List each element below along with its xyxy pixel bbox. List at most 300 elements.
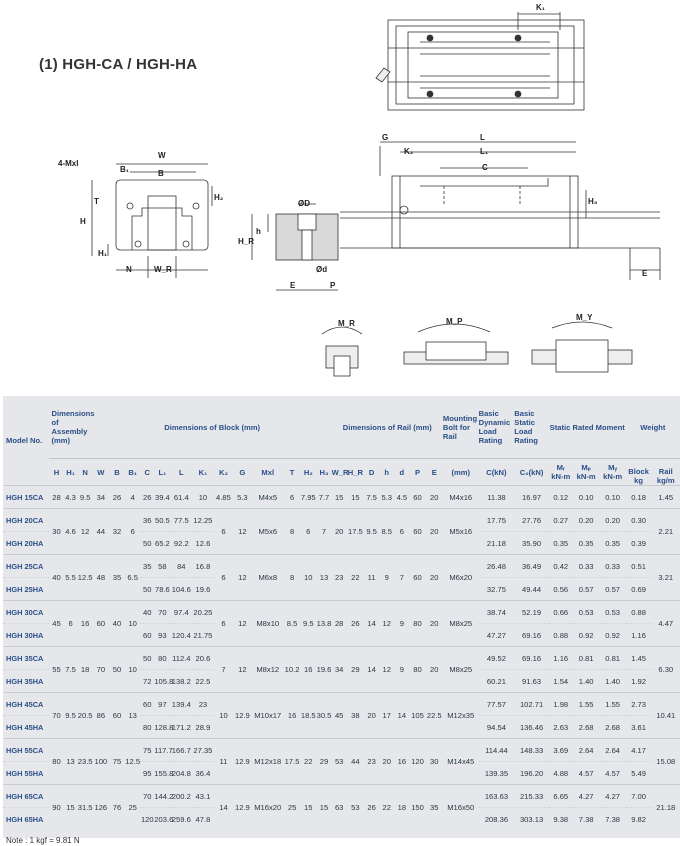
cell-k1: 27.35 <box>192 739 214 762</box>
cell-my: 0.92 <box>600 624 626 647</box>
table-row <box>3 647 680 670</box>
cell-c: 26 <box>140 486 154 509</box>
cell-l: 166.7 <box>171 739 193 762</box>
cell-l: 97.4 <box>171 601 193 624</box>
cell-h1: 5.5 <box>64 555 78 601</box>
cell-my: 0.57 <box>600 578 626 601</box>
cell-mp: 2.68 <box>573 716 600 739</box>
sub-bolt: (mm) <box>443 459 479 486</box>
cell-my: 0.35 <box>600 532 626 555</box>
cell-h3: 15 <box>316 785 331 831</box>
cell-dyn: 114.44 <box>479 739 515 762</box>
cell-dyn: 94.54 <box>479 716 515 739</box>
cell-mp: 0.33 <box>573 555 600 578</box>
cell-l: 112.4 <box>171 647 193 670</box>
cell-k2: 6 <box>214 601 233 647</box>
cell-l: 120.4 <box>171 624 193 647</box>
cell-kg: 0.69 <box>626 578 652 601</box>
cell-h3: 13.8 <box>316 601 331 647</box>
label-mxl: 4-Mxl <box>58 159 79 168</box>
cell-kg: 7.00 <box>626 785 652 808</box>
sub-l1: L₁ <box>154 459 170 486</box>
cell-h3: 19.6 <box>316 647 331 693</box>
cell-rail-weight: 6.30 <box>652 647 680 693</box>
cell-e: 20 <box>426 486 443 509</box>
cell-k2: 6 <box>214 555 233 601</box>
cell-n: 12 <box>78 509 93 555</box>
cell-h: 90 <box>49 785 63 831</box>
cell-rail-weight: 3.21 <box>652 555 680 601</box>
cell-t: 8 <box>284 509 300 555</box>
cell-k1: 12.25 <box>192 509 214 532</box>
cell-b1: 12.5 <box>125 739 140 785</box>
cell-w: 100 <box>93 739 109 785</box>
table-row <box>3 785 680 808</box>
cell-stat: 196.20 <box>514 762 549 785</box>
cell-stat: 102.71 <box>514 693 549 716</box>
cell-d: 14 <box>364 601 379 647</box>
cell-mxl: M4x5 <box>252 486 284 509</box>
cell-l1: 80 <box>154 647 170 670</box>
cell-l1: 50.5 <box>154 509 170 532</box>
header-static: Basic Static Load Rating <box>514 409 538 445</box>
cell-n: 9.5 <box>78 486 93 509</box>
cell-c: 35 <box>140 555 154 578</box>
cell-mp: 7.38 <box>573 808 600 831</box>
cell-kg: 5.49 <box>626 762 652 785</box>
cell-h1: 13 <box>64 739 78 785</box>
cell-l: 259.6 <box>171 808 193 831</box>
cell-wr: 20 <box>332 509 347 555</box>
cell-l1: 203.6 <box>154 808 170 831</box>
model-cell: HGH 20HA <box>3 532 49 555</box>
cell-mxl: M8x10 <box>252 601 284 647</box>
cell-p: 60 <box>409 555 425 601</box>
model-cell: HGH 45CA <box>3 693 49 716</box>
cell-kg: 3.61 <box>626 716 652 739</box>
cell-stat: 91.63 <box>514 670 549 693</box>
cell-b: 26 <box>109 486 125 509</box>
cell-k1: 19.6 <box>192 578 214 601</box>
cell-dyn: 77.57 <box>479 693 515 716</box>
model-cell: HGH 35HA <box>3 670 49 693</box>
cell-dyn: 21.18 <box>479 532 515 555</box>
top-view-drawing <box>376 12 584 110</box>
sub-dd: d <box>394 459 409 486</box>
cell-kg: 9.82 <box>626 808 652 831</box>
label-g: G <box>382 133 389 142</box>
label-wr: W_R <box>154 265 172 274</box>
cell-stat: 69.16 <box>514 624 549 647</box>
cell-h3: 7.7 <box>316 486 331 509</box>
cell-w: 44 <box>93 509 109 555</box>
sub-kg <box>626 459 652 486</box>
cell-dyn: 32.75 <box>479 578 515 601</box>
cell-k1: 43.1 <box>192 785 214 808</box>
header-block: Dimensions of Block (mm) <box>164 422 261 432</box>
cell-n: 18 <box>78 647 93 693</box>
cell-w: 34 <box>93 486 109 509</box>
cell-c: 36 <box>140 509 154 532</box>
cell-rail-weight: 21.18 <box>652 785 680 831</box>
cell-dd: 7 <box>394 555 409 601</box>
cell-dd: 18 <box>394 785 409 831</box>
sub-mxl: Mxl <box>252 459 284 486</box>
cell-mp: 4.57 <box>573 762 600 785</box>
cell-w: 126 <box>93 785 109 831</box>
cell-my: 0.33 <box>600 555 626 578</box>
cell-mr: 0.27 <box>549 509 573 532</box>
cell-kg: 1.92 <box>626 670 652 693</box>
cell-mr: 6.65 <box>549 785 573 808</box>
cell-l: 84 <box>171 555 193 578</box>
cell-wr: 23 <box>332 555 347 601</box>
label-w: W <box>158 151 166 160</box>
sub-mr-unit: kN-m <box>551 472 571 481</box>
cell-b: 60 <box>109 693 125 739</box>
table-row <box>3 486 680 509</box>
sub-n: N <box>78 459 93 486</box>
cell-k2: 11 <box>214 739 233 785</box>
cell-h: 30 <box>49 509 63 555</box>
spec-table <box>3 396 680 830</box>
sub-kgm-unit: kg/m <box>656 476 675 485</box>
cell-stat: 36.49 <box>514 555 549 578</box>
sub-my-unit: kN-m <box>603 472 623 481</box>
header-dynamic: Basic Dynamic Load Rating <box>478 409 511 445</box>
cell-e: 35 <box>426 785 443 831</box>
cell-my: 7.38 <box>600 808 626 831</box>
cell-t: 10.2 <box>284 647 300 693</box>
table-row <box>3 555 680 578</box>
cell-my: 2.64 <box>600 739 626 762</box>
sub-my-symbol: Mᵧ <box>608 463 618 472</box>
cell-n: 12.5 <box>78 555 93 601</box>
cell-kg: 0.51 <box>626 555 652 578</box>
cell-k1: 22.5 <box>192 670 214 693</box>
cell-p: 120 <box>409 739 425 785</box>
cell-kg: 0.18 <box>626 486 652 509</box>
cell-w: 60 <box>93 601 109 647</box>
cell-c: 60 <box>140 624 154 647</box>
cell-mxl: M16x20 <box>252 785 284 831</box>
cell-mr: 4.88 <box>549 762 573 785</box>
label-hr: H_R <box>238 237 255 246</box>
cell-l1: 58 <box>154 555 170 578</box>
cell-stat: 303.13 <box>514 808 549 831</box>
cell-kg: 4.17 <box>626 739 652 762</box>
cell-bolt: M14x45 <box>443 739 479 785</box>
cell-hh: 5.3 <box>379 486 394 509</box>
cell-mr: 0.66 <box>549 601 573 624</box>
cell-c: 40 <box>140 601 154 624</box>
cell-b: 76 <box>109 785 125 831</box>
header-assembly: Dimensions of Assembly (mm) <box>51 409 95 445</box>
sub-k2: K₂ <box>214 459 233 486</box>
cell-wr: 15 <box>332 486 347 509</box>
cell-wr: 34 <box>332 647 347 693</box>
cell-e: 22.5 <box>426 693 443 739</box>
sub-h3: H₃ <box>316 459 331 486</box>
cell-k1: 20.6 <box>192 647 214 670</box>
cell-kg: 0.39 <box>626 532 652 555</box>
label-e-right: E <box>642 269 648 278</box>
cell-t: 25 <box>284 785 300 831</box>
cell-l: 200.2 <box>171 785 193 808</box>
cell-hr: 22 <box>347 555 364 601</box>
cell-kg: 1.45 <box>626 647 652 670</box>
model-cell: HGH 65HA <box>3 808 49 831</box>
table-row <box>3 509 680 532</box>
cell-l1: 39.4 <box>154 486 170 509</box>
cell-mp: 0.20 <box>573 509 600 532</box>
cell-dyn: 47.27 <box>479 624 515 647</box>
cell-p: 80 <box>409 601 425 647</box>
cell-stat: 27.76 <box>514 509 549 532</box>
sub-hr: H_R <box>347 459 364 486</box>
cell-b: 35 <box>109 555 125 601</box>
spec-table-panel <box>3 396 680 838</box>
cell-bolt: M5x16 <box>443 509 479 555</box>
cell-l: 92.2 <box>171 532 193 555</box>
cell-d: 14 <box>364 647 379 693</box>
cell-bolt: M8x25 <box>443 647 479 693</box>
cell-e: 20 <box>426 601 443 647</box>
cell-h3: 13 <box>316 555 331 601</box>
cell-mp: 1.55 <box>573 693 600 716</box>
cell-mp: 1.40 <box>573 670 600 693</box>
label-h3: H₃ <box>588 197 598 206</box>
cell-k1: 12.6 <box>192 532 214 555</box>
sub-hh: h <box>379 459 394 486</box>
table-row <box>3 739 680 762</box>
cell-mxl: M10x17 <box>252 693 284 739</box>
cell-mr: 1.54 <box>549 670 573 693</box>
cell-stat: 69.16 <box>514 647 549 670</box>
label-od: ØD <box>298 199 310 208</box>
cell-dd: 4.5 <box>394 486 409 509</box>
cell-hh: 12 <box>379 647 394 693</box>
label-h2: H₂ <box>214 193 224 202</box>
label-mr: M_R <box>338 319 355 328</box>
cell-b: 50 <box>109 647 125 693</box>
cell-mr: 0.12 <box>549 486 573 509</box>
cell-kg: 2.73 <box>626 693 652 716</box>
cell-c: 120 <box>140 808 154 831</box>
sub-my <box>600 459 626 486</box>
moment-mr-icon <box>322 327 362 376</box>
cell-g: 5.3 <box>233 486 251 509</box>
sub-c: C <box>140 459 154 486</box>
sub-g: G <box>233 459 251 486</box>
cell-my: 2.68 <box>600 716 626 739</box>
model-cell: HGH 15CA <box>3 486 49 509</box>
sub-mp-symbol: Mₚ <box>581 463 591 472</box>
cell-mr: 0.35 <box>549 532 573 555</box>
cell-k2: 7 <box>214 647 233 693</box>
cell-my: 4.57 <box>600 762 626 785</box>
rail-section-drawing <box>252 204 338 290</box>
cell-h: 45 <box>49 601 63 647</box>
cell-stat: 16.97 <box>514 486 549 509</box>
cell-b1: 6 <box>125 509 140 555</box>
cell-b1: 10 <box>125 647 140 693</box>
sub-e: E <box>426 459 443 486</box>
cell-l1: 65.2 <box>154 532 170 555</box>
cell-g: 12 <box>233 601 251 647</box>
sub-h2: H₂ <box>300 459 316 486</box>
cell-k2: 4.85 <box>214 486 233 509</box>
sub-dyn: C(kN) <box>479 459 515 486</box>
cell-hr: 17.5 <box>347 509 364 555</box>
cell-mr: 3.69 <box>549 739 573 762</box>
cell-mp: 0.10 <box>573 486 600 509</box>
cell-mr: 1.98 <box>549 693 573 716</box>
cell-my: 1.55 <box>600 693 626 716</box>
cell-stat: 136.46 <box>514 716 549 739</box>
cell-my: 0.10 <box>600 486 626 509</box>
cell-g: 12.9 <box>233 785 251 831</box>
sub-b: B <box>109 459 125 486</box>
cell-stat: 215.33 <box>514 785 549 808</box>
cell-w: 70 <box>93 647 109 693</box>
label-mp: M_P <box>446 317 463 326</box>
cell-rail-weight: 10.41 <box>652 693 680 739</box>
cell-l: 171.2 <box>171 716 193 739</box>
cell-g: 12.9 <box>233 739 251 785</box>
cell-mxl: M5x6 <box>252 509 284 555</box>
cell-k1: 21.75 <box>192 624 214 647</box>
cell-dyn: 38.74 <box>479 601 515 624</box>
end-view-drawing <box>92 164 212 278</box>
cell-n: 23.5 <box>78 739 93 785</box>
cell-mr: 2.63 <box>549 716 573 739</box>
cell-mr: 0.88 <box>549 624 573 647</box>
cell-h1: 4.6 <box>64 509 78 555</box>
cell-p: 150 <box>409 785 425 831</box>
cell-mp: 0.57 <box>573 578 600 601</box>
cell-h: 28 <box>49 486 63 509</box>
label-n: N <box>126 265 132 274</box>
header-rail: Dimensions of Rail (mm) <box>342 422 432 432</box>
cell-w: 86 <box>93 693 109 739</box>
cell-c: 72 <box>140 670 154 693</box>
label-l1: L₁ <box>480 147 489 156</box>
model-cell: HGH 30HA <box>3 624 49 647</box>
cell-mxl: M8x12 <box>252 647 284 693</box>
moment-mp-icon <box>404 324 508 364</box>
sub-l: L <box>171 459 193 486</box>
cell-d: 11 <box>364 555 379 601</box>
cell-t: 8.5 <box>284 601 300 647</box>
cell-c: 50 <box>140 532 154 555</box>
cell-l1: 117.7 <box>154 739 170 762</box>
cell-h: 80 <box>49 739 63 785</box>
label-b: B <box>158 169 164 178</box>
cell-t: 16 <box>284 693 300 739</box>
cell-h1: 15 <box>64 785 78 831</box>
cell-c: 75 <box>140 739 154 762</box>
label-k1: K₁ <box>536 3 546 12</box>
cell-k1: 16.8 <box>192 555 214 578</box>
table-row <box>3 693 680 716</box>
label-k2: K₂ <box>404 147 414 156</box>
model-cell: HGH 35CA <box>3 647 49 670</box>
cell-hh: 20 <box>379 739 394 785</box>
sub-t: T <box>284 459 300 486</box>
sub-d: D <box>364 459 379 486</box>
cell-bolt: M16x50 <box>443 785 479 831</box>
cell-dyn: 208.36 <box>479 808 515 831</box>
cell-my: 0.53 <box>600 601 626 624</box>
cell-mp: 0.35 <box>573 532 600 555</box>
cell-c: 50 <box>140 578 154 601</box>
cell-h: 40 <box>49 555 63 601</box>
cell-mp: 2.64 <box>573 739 600 762</box>
cell-c: 60 <box>140 693 154 716</box>
header-weight: Weight <box>640 422 666 432</box>
cell-b: 40 <box>109 601 125 647</box>
model-cell: HGH 55HA <box>3 762 49 785</box>
cell-wr: 63 <box>332 785 347 831</box>
cell-hh: 12 <box>379 601 394 647</box>
cell-hr: 15 <box>347 486 364 509</box>
cell-e: 30 <box>426 739 443 785</box>
model-cell: HGH 45HA <box>3 716 49 739</box>
cell-h2: 6 <box>300 509 316 555</box>
cell-b1: 4 <box>125 486 140 509</box>
cell-rail-weight: 15.08 <box>652 739 680 785</box>
table-row <box>3 601 680 624</box>
cell-k1: 10 <box>192 486 214 509</box>
side-view-drawing <box>340 142 660 280</box>
cell-mr: 0.42 <box>549 555 573 578</box>
section-title: (1) HGH-CA / HGH-HA <box>39 56 198 73</box>
cell-c: 95 <box>140 762 154 785</box>
cell-dyn: 11.38 <box>479 486 515 509</box>
cell-k2: 10 <box>214 693 233 739</box>
sub-mp-unit: kN-m <box>576 472 596 481</box>
cell-dd: 6 <box>394 509 409 555</box>
cell-h2: 10 <box>300 555 316 601</box>
label-h1: H₁ <box>98 249 108 258</box>
technical-drawing <box>0 0 680 396</box>
sub-kgm <box>652 459 680 486</box>
label-l: L <box>480 133 485 142</box>
cell-d: 7.5 <box>364 486 379 509</box>
cell-mp: 0.92 <box>573 624 600 647</box>
cell-my: 4.27 <box>600 785 626 808</box>
cell-t: 8 <box>284 555 300 601</box>
cell-dyn: 60.21 <box>479 670 515 693</box>
cell-l1: 105.8 <box>154 670 170 693</box>
cell-b: 75 <box>109 739 125 785</box>
cell-l1: 144.2 <box>154 785 170 808</box>
cell-n: 20.5 <box>78 693 93 739</box>
cell-rail-weight: 2.21 <box>652 509 680 555</box>
cell-b1: 10 <box>125 601 140 647</box>
cell-kg: 0.88 <box>626 601 652 624</box>
cell-bolt: M12x35 <box>443 693 479 739</box>
sub-wr: W_R <box>332 459 347 486</box>
cell-l: 61.4 <box>171 486 193 509</box>
cell-dyn: 49.52 <box>479 647 515 670</box>
cell-n: 31.5 <box>78 785 93 831</box>
cell-h: 70 <box>49 693 63 739</box>
cell-l1: 97 <box>154 693 170 716</box>
cell-dd: 9 <box>394 647 409 693</box>
cell-dd: 9 <box>394 601 409 647</box>
